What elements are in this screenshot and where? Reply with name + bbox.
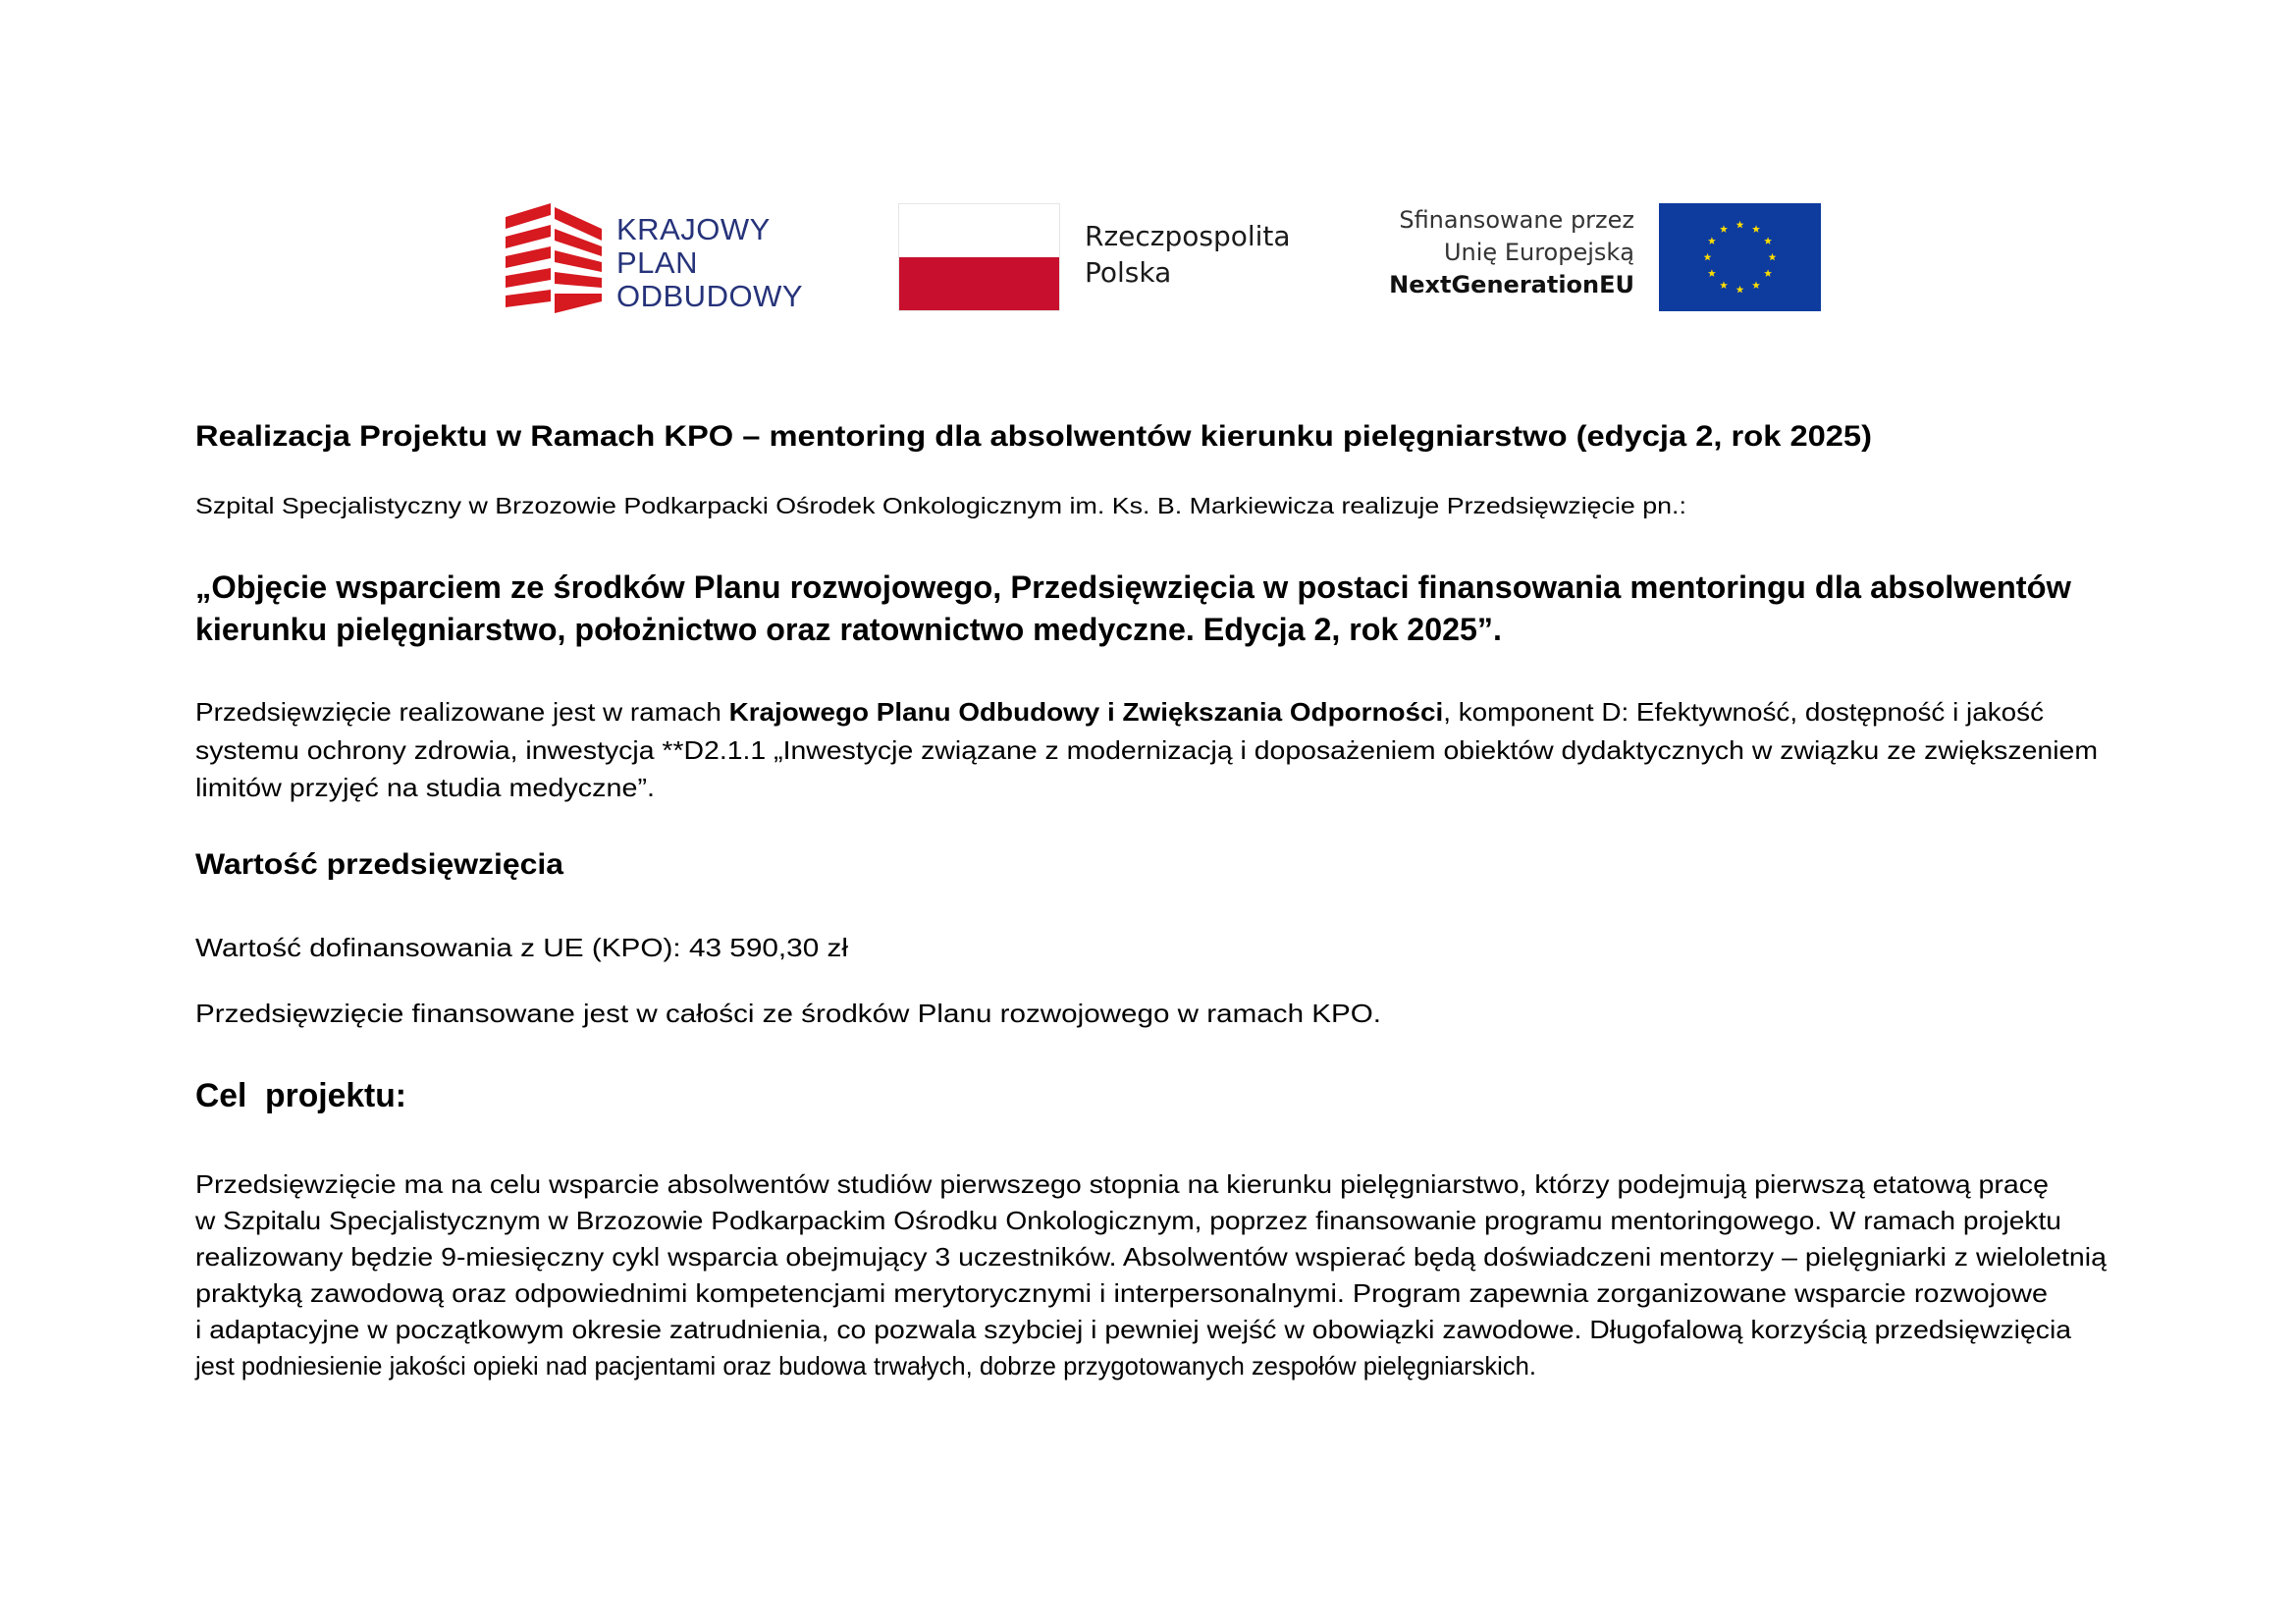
framework-text: , komponent D: Efektywność, dostępność i jakość (1443, 697, 2045, 727)
goal-paragraph (195, 1166, 2107, 1384)
goal-line: realizowany będzie 9-miesięczny cykl wsparcia obejmujący 3 uczestników. Absolwentów wspierać będą doświadczeni mentorzy – pielęgniarki z wieloletnią (195, 1242, 2107, 1272)
eu-star-icon (1704, 253, 1712, 261)
eu-stars-ring (1659, 203, 1821, 311)
goal-line: i adaptacyjne w początkowym okresie zatrudnienia, co pozwala szybciej i pewniej wejść w obowiązki zawodowe. Długofalową korzyścią przedsięwzięcia (195, 1315, 2072, 1344)
kpo-logo (506, 201, 834, 319)
eu-star-icon (1769, 253, 1777, 261)
eu-logo-line: NextGenerationEU (1389, 271, 1634, 298)
goal-line: jest podniesienie jakości opieki nad pacjentami oraz budowa trwałych, dobrze przygotowanych zespołów pielęgniarskich. (195, 1351, 1536, 1380)
goal-heading: Cel projektu: (195, 1077, 406, 1114)
kpo-logo-line: KRAJOWY (616, 212, 771, 246)
eu-logo-line: Unię Europejską (1443, 239, 1634, 266)
funding-note: Przedsięwzięcie finansowane jest w całości ze środków Planu rozwojowego w ramach KPO. (195, 999, 1382, 1028)
project-name-line: kierunku pielęgniarstwo, położnictwo oraz ratownictwo medyczne. Edycja 2, rok 2025”. (195, 612, 1502, 647)
poland-flag-icon (898, 203, 1060, 311)
framework-line (195, 693, 2060, 731)
eu-star-icon (1708, 237, 1716, 244)
eu-star-icon (1720, 225, 1728, 233)
eu-flag-icon (1659, 203, 1821, 311)
kpo-logo-line: PLAN (616, 245, 698, 280)
framework-line: systemu ochrony zdrowia, inwestycja **D2.1.1 „Inwestycje związane z modernizacją i doposażeniem obiektów dydaktycznych w związku ze zwiększeniem (195, 734, 2098, 765)
poland-logo-text (1085, 218, 1291, 291)
document-title: Realizacja Projektu w Ramach KPO – mentoring dla absolwentów kierunku pielęgniarstwo (edycja 2, rok 2025) (195, 420, 1872, 453)
goal-line: praktyką zawodową oraz odpowiednimi kompetencjami merytorycznymi i interpersonalnymi. Program zapewnia zorganizowane wsparcie rozwojowe (195, 1278, 2048, 1308)
framework-line: limitów przyjęć na studia medyczne”. (195, 773, 656, 802)
project-name-line: „Objęcie wsparciem ze środków Planu rozwojowego, Przedsięwzięcia w postaci finansowania mentoringu dla absolwentów (195, 569, 2071, 605)
eu-star-icon (1720, 281, 1728, 289)
framework-paragraph (195, 693, 2098, 807)
poland-logo-line: Rzeczpospolita (1085, 220, 1291, 252)
kpo-logo-text (616, 213, 803, 313)
funding-value (195, 933, 848, 963)
intro-text: Szpital Specjalistyczny w Brzozowie Podkarpacki Ośrodek Onkologicznym im. Ks. B. Markiewicza realizuje Przedsięwzięcie pn.: (195, 493, 1686, 518)
eu-logo-line: Sfinansowane przez (1399, 206, 1634, 234)
eu-funding-text (1335, 204, 1634, 301)
eu-star-icon (1752, 281, 1760, 289)
goal-line: Przedsięwzięcie ma na celu wsparcie absolwentów studiów pierwszego stopnia na kierunku pielęgniarstwo, którzy podejmują pierwszą etatową pracę (195, 1169, 2049, 1199)
eu-star-icon (1708, 269, 1716, 277)
goal-line: w Szpitalu Specjalistycznym w Brzozowie Podkarpackim Ośrodku Onkologicznym, poprzez finansowanie programu mentoringowego. W ramach projektu (195, 1206, 2061, 1235)
value-heading: Wartość przedsięwzięcia (195, 848, 564, 881)
project-name (195, 567, 2071, 651)
eu-star-icon (1752, 225, 1760, 233)
eu-star-icon (1764, 237, 1772, 244)
kpo-program-name: Krajowego Planu Odbudowy i Zwiększania Odporności (728, 697, 1444, 727)
eu-star-icon (1736, 286, 1744, 294)
eu-star-icon (1764, 269, 1772, 277)
kpo-building-mark-icon (506, 203, 604, 313)
poland-logo-line: Polska (1085, 256, 1172, 289)
funding-amount: 43 590,30 zł (688, 933, 848, 962)
eu-star-icon (1736, 221, 1744, 229)
kpo-logo-line: ODBUDOWY (616, 279, 803, 313)
funding-label: Wartość dofinansowania z UE (KPO): (195, 933, 689, 962)
framework-text: Przedsięwzięcie realizowane jest w ramach (195, 697, 729, 727)
